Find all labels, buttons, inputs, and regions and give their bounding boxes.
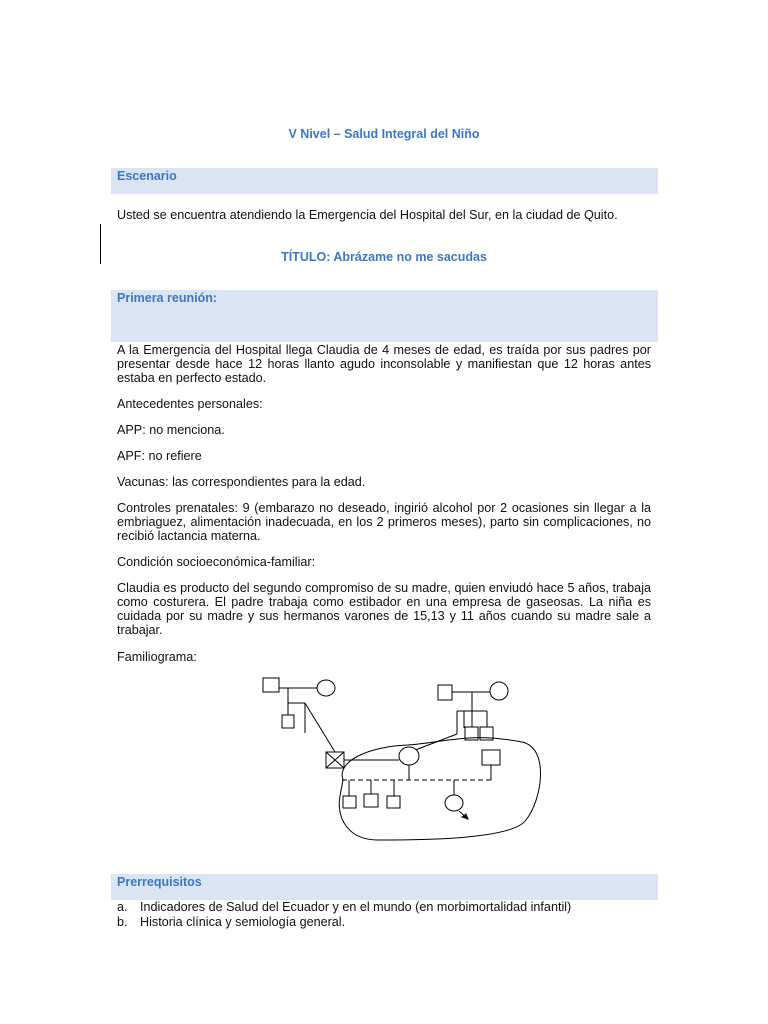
case-title: TÍTULO: Abrázame no me sacudas xyxy=(281,250,487,264)
apf-line: APF: no refiere xyxy=(117,449,202,463)
grandmother-right-symbol xyxy=(490,682,508,700)
mother-symbol xyxy=(399,747,419,765)
grandfather-left-symbol xyxy=(263,678,279,692)
grandfather-right-symbol xyxy=(438,685,452,700)
case-intro-paragraph: A la Emergencia del Hospital llega Claudia de 4 meses de edad, es traída por sus padres por presentar desde hace 12 horas llanto agudo inconsolable y manifiestan que 12 horas antes estaba en perfecto estado. xyxy=(117,343,651,385)
vaccines-line: Vacunas: las correspondientes para la edad. xyxy=(117,475,366,489)
app-line: APP: no menciona. xyxy=(117,423,225,437)
personal-history-label: Antecedentes personales: xyxy=(117,397,263,411)
father-symbol xyxy=(482,750,500,765)
list-item xyxy=(117,900,657,915)
prenatal-paragraph: Controles prenatales: 9 (embarazo no deseado, ingirió alcohol por 2 ocasiones sin llegar a la embriaguez, alimentación inadecuada, en los 2 primeros meses), parto sin complicaciones, no recibió lactancia materna. xyxy=(117,501,651,543)
list-item-text: Indicadores de Salud del Ecuador y en el mundo (en morbimortalidad infantil) xyxy=(140,900,572,914)
section-heading: Primera reunión: xyxy=(117,291,218,305)
list-marker: a. xyxy=(117,900,128,914)
household-boundary xyxy=(339,738,540,840)
list-item xyxy=(117,915,657,930)
socioeconomic-label: Condición socioeconómica-familiar: xyxy=(117,555,316,569)
grandmother-left-symbol xyxy=(317,680,335,696)
document-title: V Nivel – Salud Integral del Niño xyxy=(288,127,480,141)
scenario-text: Usted se encuentra atendiendo la Emergencia del Hospital del Sur, en la ciudad de Quito. xyxy=(117,208,618,222)
uncle-left-symbol xyxy=(282,715,294,728)
list-marker: b. xyxy=(117,915,128,929)
half-brother-2-symbol xyxy=(364,794,378,807)
index-patient-symbol xyxy=(445,795,463,811)
section-header-prerequisites xyxy=(111,874,658,900)
half-brother-1-symbol xyxy=(343,796,356,808)
genogram-diagram xyxy=(250,668,550,858)
socioeconomic-paragraph: Claudia es producto del segundo compromiso de su madre, quien enviudó hace 5 años, trabaja como costurera. El padre trabaja como estibador en una empresa de gaseosas. La niña es cuidada por su madre y sus hermanos varones de 15,13 y 11 años cuando su madre sale a trabajar. xyxy=(117,581,651,637)
section-header-scenario xyxy=(111,168,658,194)
genogram-label: Familiograma: xyxy=(117,650,197,664)
section-heading: Escenario xyxy=(117,169,177,183)
prerequisites-list xyxy=(117,900,657,930)
half-brother-3-symbol xyxy=(387,796,400,808)
section-header-first-meeting xyxy=(111,290,658,342)
section-heading: Prerrequisitos xyxy=(117,875,202,889)
list-item-text: Historia clínica y semiología general. xyxy=(140,915,346,929)
